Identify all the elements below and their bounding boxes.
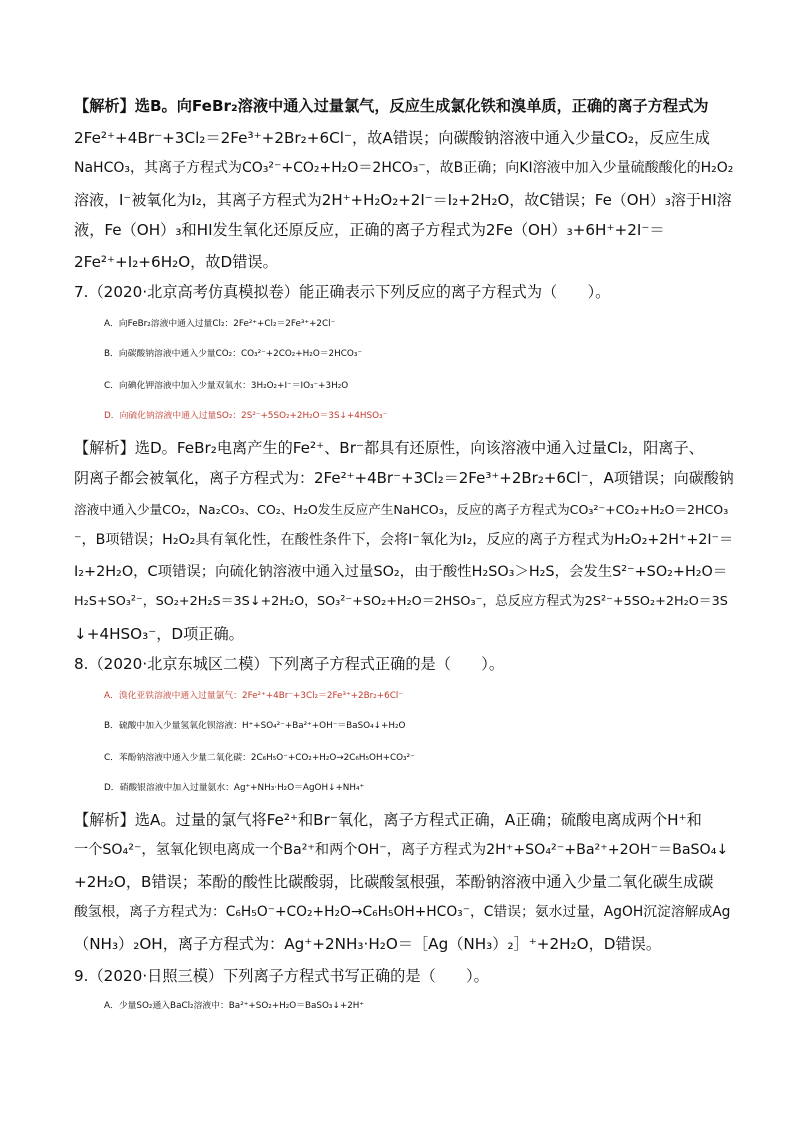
analysis-7-line-6: H₂S+SO₃²⁻，SO₂+2H₂S＝3S↓+2H₂O，SO₃²⁻+SO₂+H₂O＝2HSO₃⁻，总反应方程式为2S²⁻+5SO₂+2H₂O＝3S [74, 594, 728, 609]
analysis-6-line-1: 【解析】选B。向FeBr₂溶液中通入过量氯气，反应生成氯化铁和溴单质，正确的离子方程式为 [74, 97, 709, 115]
question-8-option-a-answer: A．溴化亚铁溶液中通入过量氯气：2Fe²⁺+4Br⁻+3Cl₂＝2Fe³⁺+2Br₂+6Cl⁻ [104, 691, 403, 701]
question-8-stem: 8.（2020·北京东城区二模）下列离子方程式正确的是（ ）。 [74, 655, 505, 673]
question-8-option-b: B．硫酸中加入少量氢氧化钡溶液：H⁺+SO₄²⁻+Ba²⁺+OH⁻＝BaSO₄↓+H₂O [104, 721, 406, 731]
question-8-option-d: D．硝酸银溶液中加入过量氨水：Ag⁺+NH₃·H₂O＝AgOH↓+NH₄⁺ [104, 783, 365, 793]
analysis-8-line-1: 【解析】选A。过量的氯气将Fe²⁺和Br⁻氧化，离子方程式正确，A正确；硫酸电离成两个H⁺和 [74, 811, 702, 829]
analysis-7-line-3: 溶液中通入少量CO₂，Na₂CO₃、CO₂、H₂O发生反应产生NaHCO₃，反应的离子方程式为CO₃²⁻+CO₂+H₂O＝2HCO₃ [74, 502, 729, 517]
analysis-8-line-2: 一个SO₄²⁻，氢氧化钡电离成一个Ba²⁺和两个OH⁻，离子方程式为2H⁺+SO₄²⁻+Ba²⁺+2OH⁻＝BaSO₄↓ [74, 842, 729, 858]
analysis-7-line-4: ⁻，B项错误；H₂O₂具有氧化性，在酸性条件下，会将I⁻氧化为I₂，反应的离子方程式为H₂O₂+2H⁺+2I⁻＝ [74, 532, 734, 548]
analysis-8-line-3: +2H₂O，B错误；苯酚的酸性比碳酸弱，比碳酸氢根强，苯酚钠溶液中通入少量二氧化碳生成碳 [74, 873, 714, 891]
analysis-7-line-7: ↓+4HSO₃⁻，D项正确。 [74, 625, 244, 643]
analysis-8-line-5: （NH₃）₂OH，离子方程式为：Ag⁺+2NH₃·H₂O＝［Ag（NH₃）₂］⁺+2H₂O，D错误。 [74, 935, 662, 953]
analysis-8-line-4: 酸氢根，离子方程式为：C₆H₅O⁻+CO₂+H₂O→C₆H₅OH+HCO₃⁻，C错误；氨水过量，AgOH沉淀溶解成Ag [74, 904, 731, 920]
analysis-6-line-6: 2Fe²⁺+I₂+6H₂O，故D错误。 [74, 253, 278, 271]
question-9-option-a: A．少量SO₂通入BaCl₂溶液中：Ba²⁺+SO₂+H₂O＝BaSO₃↓+2H⁺ [104, 1001, 365, 1011]
question-7-option-d-answer: D．向硫化钠溶液中通入过量SO₂：2S²⁻+5SO₂+2H₂O＝3S↓+4HSO₃⁻ [104, 411, 388, 421]
question-7-option-b: B．向碳酸钠溶液中通入少量CO₂：CO₃²⁻+2CO₂+H₂O＝2HCO₃⁻ [104, 349, 362, 359]
question-8-option-c: C．苯酚钠溶液中通入少量二氧化碳：2C₆H₅O⁻+CO₂+H₂O→2C₆H₅OH+CO₃²⁻ [104, 753, 415, 763]
analysis-6-line-3: NaHCO₃，其离子方程式为CO₃²⁻+CO₂+H₂O＝2HCO₃⁻，故B正确；向KI溶液中加入少量硫酸酸化的H₂O₂ [74, 160, 734, 176]
analysis-6-line-4: 溶液，I⁻被氧化为I₂，其离子方程式为2H⁺+H₂O₂+2I⁻＝I₂+2H₂O，故C错误；Fe（OH）₃溶于HI溶 [74, 191, 732, 209]
question-7-option-a: A．向FeBr₂溶液中通入过量Cl₂：2Fe²⁺+Cl₂＝2Fe³⁺+2Cl⁻ [104, 319, 336, 329]
analysis-6-line-2: 2Fe²⁺+4Br⁻+3Cl₂＝2Fe³⁺+2Br₂+6Cl⁻，故A错误；向碳酸钠溶液中通入少量CO₂，反应生成 [74, 129, 710, 147]
analysis-7-line-2: 阴离子都会被氧化，离子方程式为：2Fe²⁺+4Br⁻+3Cl₂＝2Fe³⁺+2Br₂+6Cl⁻，A项错误；向碳酸钠 [74, 469, 734, 487]
analysis-7-line-5: I₂+2H₂O，C项错误；向硫化钠溶液中通入过量SO₂，由于酸性H₂SO₃＞H₂S，会发生S²⁻+SO₂+H₂O＝ [74, 564, 728, 580]
question-7-stem: 7.（2020·北京高考仿真模拟卷）能正确表示下列反应的离子方程式为（ ）。 [74, 283, 611, 301]
analysis-7-line-1: 【解析】选D。FeBr₂电离产生的Fe²⁺、Br⁻都具有还原性，向该溶液中通入过量Cl₂，阳离子、 [74, 439, 704, 457]
analysis-6-line-5: 液，Fe（OH）₃和HI发生氧化还原反应，正确的离子方程式为2Fe（OH）₃+6H⁺+2I⁻＝ [74, 221, 665, 239]
question-9-stem: 9.（2020·日照三模）下列离子方程式书写正确的是（ ）。 [74, 967, 489, 985]
question-7-option-c: C．向碘化钾溶液中加入少量双氧水：3H₂O₂+I⁻＝IO₃⁻+3H₂O [104, 381, 349, 391]
